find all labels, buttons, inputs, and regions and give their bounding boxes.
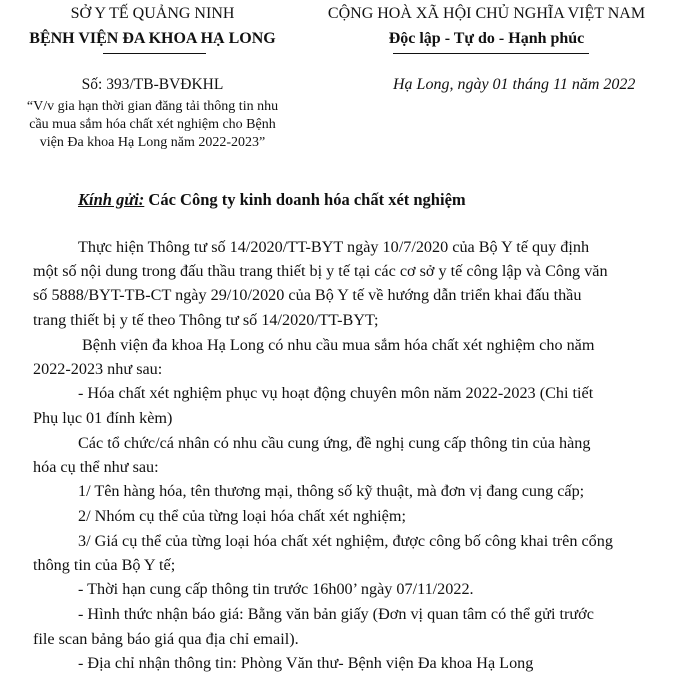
body-line: - Hình thức nhận báo giá: Bằng văn bản giấy (Đơn vị quan tâm có thể gửi trước <box>78 605 594 623</box>
body-line: Thực hiện Thông tư số 14/2020/TT-BYT ngày 10/7/2020 của Bộ Y tế quy định <box>78 238 590 256</box>
motto-underline <box>393 53 589 54</box>
body-line: thông tin của Bộ Y tế; <box>33 556 176 574</box>
hospital-underline <box>103 53 206 54</box>
subject-block <box>0 98 305 152</box>
body-line: hóa cụ thể như sau: <box>33 458 159 476</box>
body-line: 3/ Giá cụ thể của từng loại hóa chất xét nghiệm, được công bố công khai trên cổng <box>78 532 613 550</box>
recipient-line <box>78 190 466 210</box>
body-line: - Thời hạn cung cấp thông tin trước 16h00’ ngày 07/11/2022. <box>78 580 474 598</box>
recipient-label: Kính gửi: <box>78 190 145 209</box>
recipient-text: Các Công ty kinh doanh hóa chất xét nghiệm <box>144 190 466 209</box>
body-line: 1/ Tên hàng hóa, tên thương mại, thông số kỹ thuật, mà đơn vị đang cung cấp; <box>78 482 585 500</box>
national-motto: Độc lập - Tự do - Hạnh phúc <box>388 30 585 47</box>
body-line: trang thiết bị y tế theo Thông tư số 14/2020/TT-BYT; <box>33 311 379 329</box>
body-line: số 5888/BYT-TB-CT ngày 29/10/2020 của Bộ Y tế về hướng dẫn triển khai đấu thầu <box>33 286 582 304</box>
place-date: Hạ Long, ngày 01 tháng 11 năm 2022 <box>393 76 636 93</box>
body-line: 2/ Nhóm cụ thể của từng loại hóa chất xét nghiệm; <box>78 507 406 525</box>
subject-line: cầu mua sắm hóa chất xét nghiệm cho Bệnh <box>29 117 276 132</box>
country-name: CỘNG HOÀ XÃ HỘI CHỦ NGHĨA VIỆT NAM <box>327 5 646 22</box>
body-line: Bệnh viện đa khoa Hạ Long có nhu cầu mua sắm hóa chất xét nghiệm cho năm <box>82 336 595 354</box>
body-line: Phụ lục 01 đính kèm) <box>33 409 173 427</box>
body-line: 2022-2023 như sau: <box>33 360 163 378</box>
subject-line: viện Đa khoa Hạ Long năm 2022-2023” <box>39 135 266 150</box>
hospital-name: BỆNH VIỆN ĐA KHOA HẠ LONG <box>29 30 276 47</box>
body-line: file scan bảng báo giá qua địa chỉ email). <box>33 630 299 648</box>
body-line: - Hóa chất xét nghiệm phục vụ hoạt động chuyên môn năm 2022-2023 (Chi tiết <box>78 384 594 402</box>
body-line: Các tổ chức/cá nhân có nhu cầu cung ứng, đề nghị cung cấp thông tin của hàng <box>78 434 591 452</box>
body-line: - Địa chỉ nhận thông tin: Phòng Văn thư- Bệnh viện Đa khoa Hạ Long <box>78 654 534 672</box>
subject-line: “V/v gia hạn thời gian đăng tải thông tin nhu <box>26 99 279 114</box>
document-number: Số: 393/TB-BVĐKHL <box>81 76 224 93</box>
body-line: một số nội dung trong đấu thầu trang thiết bị y tế tại các cơ sở y tế công lập và Công văn <box>33 262 608 280</box>
issuing-authority: SỞ Y TẾ QUẢNG NINH <box>70 5 235 22</box>
